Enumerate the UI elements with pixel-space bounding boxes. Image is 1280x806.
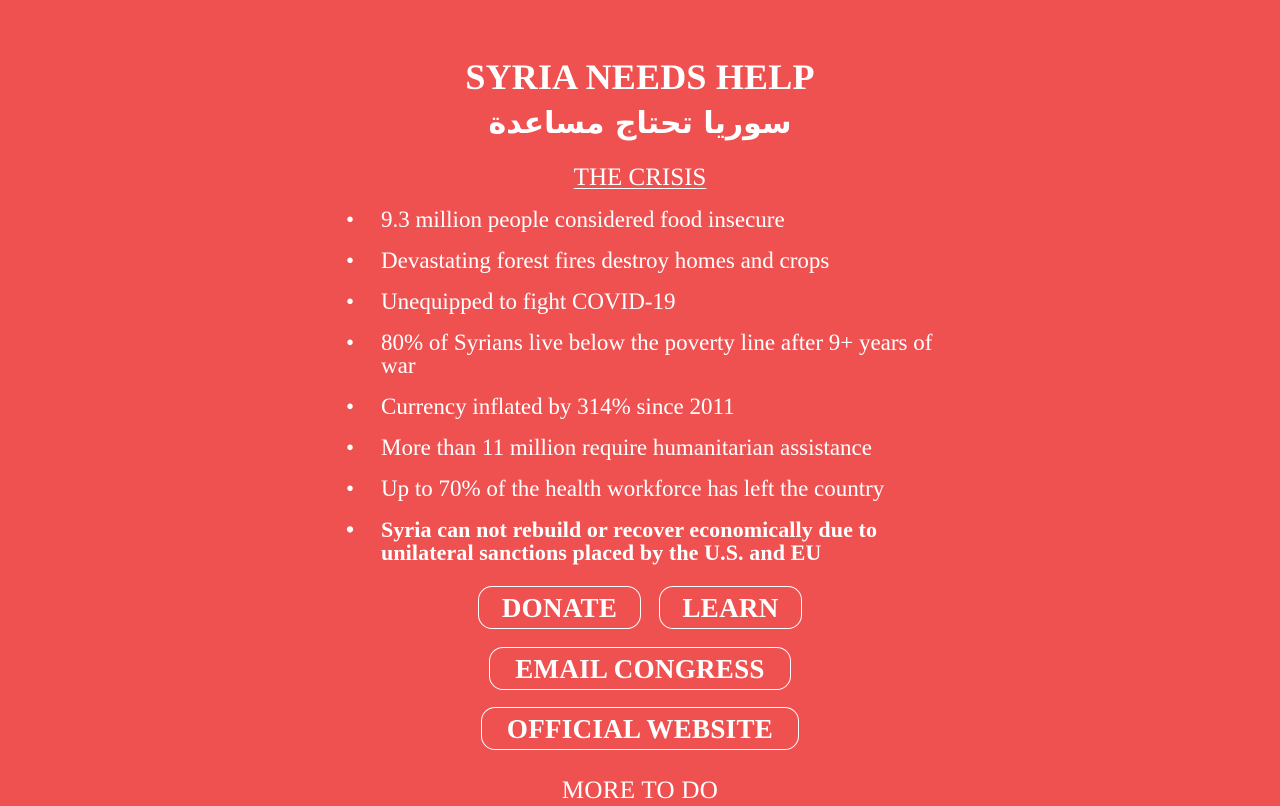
more-to-do-link[interactable]: MORE TO DO	[561, 777, 719, 804]
bullet-icon: •	[346, 248, 355, 273]
donate-button[interactable]: DONATE	[478, 586, 641, 629]
list-item-text: 80% of Syrians live below the poverty line after 9+ years of war	[381, 330, 933, 378]
official-website-button[interactable]: OFFICIAL WEBSITE	[481, 707, 799, 750]
list-item-text: Up to 70% of the health workforce has left the country	[381, 476, 885, 501]
learn-button[interactable]: LEARN	[659, 586, 802, 629]
crisis-heading: THE CRISIS	[573, 164, 707, 191]
bullet-icon: •	[346, 289, 355, 314]
list-item-text: Devastating forest fires destroy homes and crops	[381, 248, 830, 273]
list-item	[341, 477, 941, 500]
page-title: SYRIA NEEDS HELP	[465, 57, 815, 97]
arabic-subtitle: سوريا تحتاج مساعدة	[488, 106, 792, 141]
bullet-icon: •	[346, 435, 355, 460]
list-item	[341, 290, 941, 313]
list-item-text: 9.3 million people considered food insecure	[381, 207, 785, 232]
list-item-sanctions	[341, 518, 941, 564]
list-item-text: Unequipped to fight COVID-19	[381, 289, 676, 314]
bullet-icon: •	[346, 207, 355, 232]
list-item	[341, 249, 941, 272]
bullet-icon: •	[346, 517, 355, 542]
list-item-text: Currency inflated by 314% since 2011	[381, 394, 735, 419]
bullet-icon: •	[346, 394, 355, 419]
bullet-icon: •	[346, 476, 355, 501]
list-item-text: More than 11 million require humanitarian assistance	[381, 435, 872, 460]
list-item	[341, 395, 941, 418]
email-congress-button[interactable]: EMAIL CONGRESS	[489, 647, 791, 690]
bullet-icon: •	[346, 330, 355, 355]
list-item	[341, 436, 941, 459]
list-item	[341, 331, 941, 377]
list-item	[341, 208, 941, 231]
list-item-text: Syria can not rebuild or recover economically due to unilateral sanctions placed by the U.S. and EU	[381, 517, 878, 565]
crisis-list	[341, 208, 941, 582]
